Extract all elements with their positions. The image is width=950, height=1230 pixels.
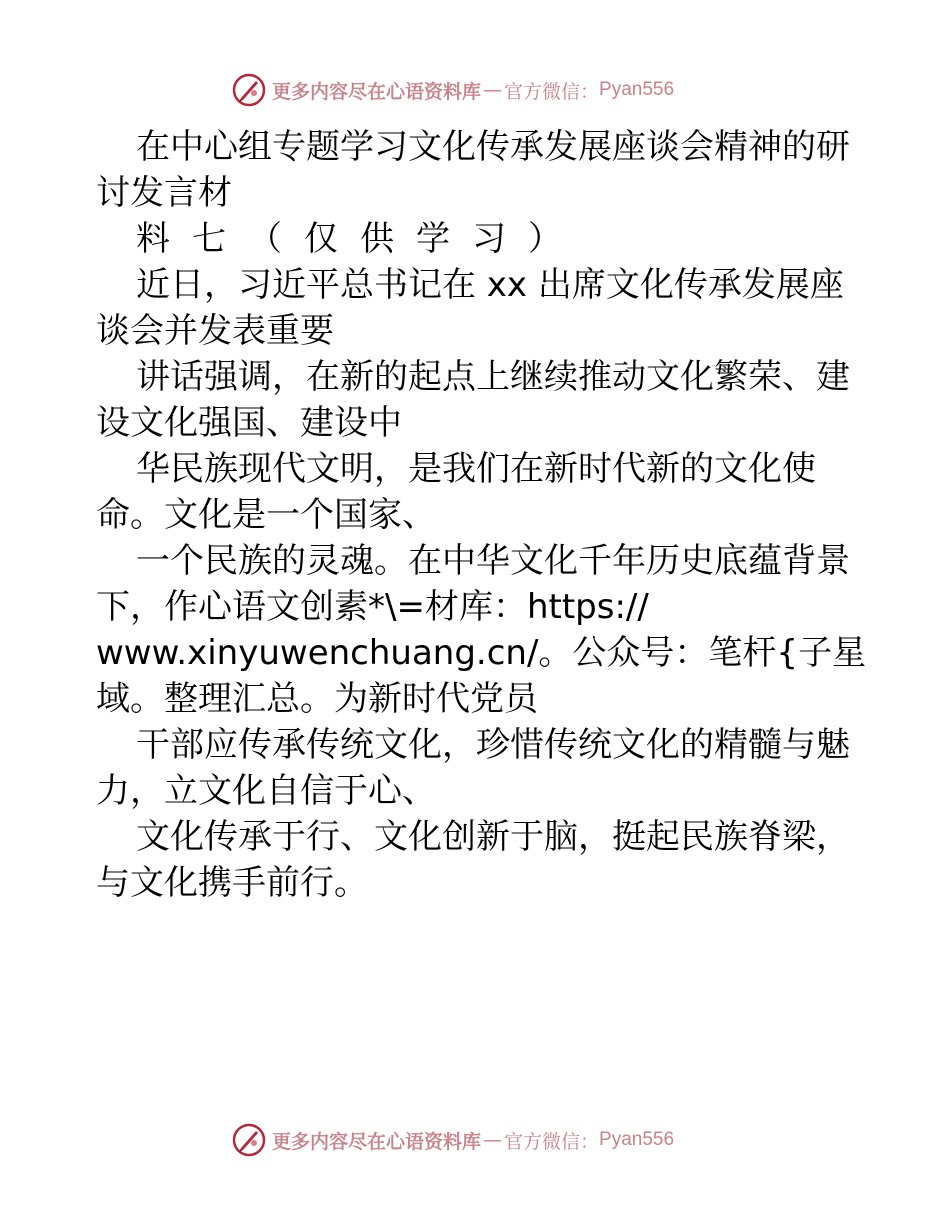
text-line: 一个民族的灵魂。在中华文化千年历史底蕴背景 [136, 541, 850, 581]
text-line: 命。文化是一个国家、 [96, 495, 436, 535]
banner-wechat-id: Pyan556 [599, 1129, 675, 1150]
text-line: 文化传承于行、文化创新于脑，挺起民族脊梁， [136, 817, 850, 857]
text-line: 讲话强调，在新的起点上继续推动文化繁荣、建 [136, 357, 850, 397]
text-line: 华民族现代文明，是我们在新时代新的文化使 [136, 449, 816, 489]
header-banner [232, 70, 674, 110]
text-line: 近日，习近平总书记在 xx 出席文化传承发展座 [136, 265, 844, 305]
text-line: 在中心组专题学习文化传承发展座谈会精神的研 [136, 127, 850, 167]
text-line: 下，作心语文创素*\=材库：https:// [96, 587, 649, 627]
text-line: 料七（仅供学习） [136, 219, 584, 259]
text-line: 讨发言材 [96, 173, 232, 213]
quill-pen-logo-icon [232, 1123, 266, 1157]
banner-subtitle: 官方微信： [504, 1130, 600, 1153]
text-line: 谈会并发表重要 [96, 311, 334, 351]
banner-wechat-id: Pyan556 [599, 79, 675, 100]
text-line: 设文化强国、建设中 [96, 403, 402, 443]
document-body [96, 124, 866, 906]
banner-brand-text: 更多内容尽在心语资料库 [272, 1130, 482, 1153]
text-line: 域。整理汇总。为新时代党员 [96, 679, 538, 719]
banner-subtitle: 官方微信： [504, 80, 600, 103]
banner-dash: — [483, 1129, 503, 1151]
footer-banner [232, 1120, 674, 1160]
quill-pen-logo-icon [232, 73, 266, 107]
text-line: www.xinyuwenchuang.cn/。公众号：笔杆{子星 [96, 633, 867, 673]
text-line: 与文化携手前行。 [96, 863, 368, 903]
banner-dash: — [483, 79, 503, 101]
banner-brand-text: 更多内容尽在心语资料库 [272, 80, 482, 103]
text-line: 干部应传承传统文化，珍惜传统文化的精髓与魅 [136, 725, 850, 765]
text-line: 力，立文化自信于心、 [96, 771, 436, 811]
